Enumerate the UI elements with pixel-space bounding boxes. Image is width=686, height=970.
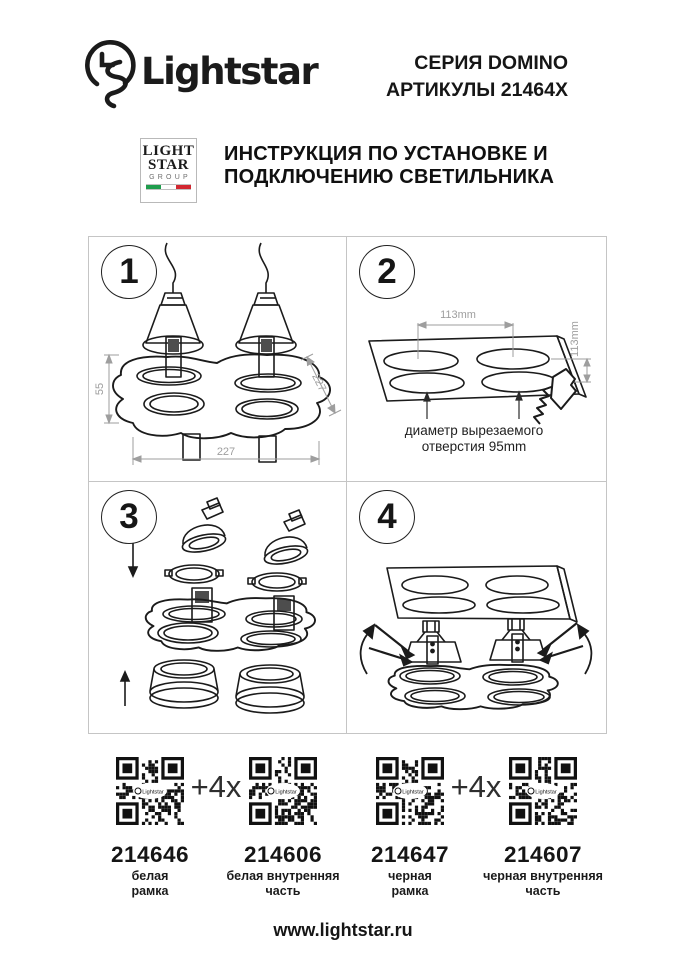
step-2-number: 2 (359, 245, 415, 299)
arrow-down-icon (129, 540, 137, 576)
document-title (224, 143, 554, 189)
svg-text:Lightstar: Lightstar (142, 789, 164, 796)
group-logo-group: GROUP (149, 174, 191, 181)
qr-code-frame-black (376, 757, 444, 825)
lightstar-bulb-logo-icon (84, 28, 138, 116)
dim-depth-label: 227 (309, 371, 329, 394)
document-title-line1: ИНСТРУКЦИЯ ПО УСТАНОВКЕ И (224, 143, 548, 165)
document-title-line2: ПОДКЛЮЧЕНИЮ СВЕТИЛЬНИКА (224, 166, 555, 188)
qr-code-inner-white (249, 757, 317, 825)
group-logo-star: STAR (148, 157, 189, 173)
product-code: 214647 (370, 842, 450, 867)
product-code: 214606 (243, 842, 323, 867)
mounting-plate-outline (113, 354, 330, 438)
website-url: www.lightstar.ru (273, 920, 413, 940)
lightstar-group-logo (140, 138, 197, 203)
svg-text:Lightstar: Lightstar (402, 789, 424, 796)
spring-clips (369, 623, 583, 665)
step-1-panel (89, 237, 347, 482)
step-2-panel (347, 237, 606, 482)
series-info (386, 50, 568, 104)
product-label: белая рамка (131, 869, 169, 898)
arrow-up-icon (121, 672, 129, 706)
dim-hspacing-label: 113mm (440, 309, 476, 321)
dim-height-label: 55 (94, 382, 106, 396)
product-label: белая внутренняя часть (226, 869, 340, 898)
brand-wordmark: Lightstar (141, 50, 318, 93)
cutout-caption-line2: отверстия 95mm (421, 439, 527, 454)
ceiling-panel (369, 336, 579, 401)
step-1-number: 1 (101, 245, 157, 299)
rotate-arrow-right-icon (578, 625, 591, 674)
qr-code-frame-white (116, 757, 184, 825)
step-4-panel (347, 482, 606, 733)
step-3-panel (89, 482, 347, 733)
svg-text:Lightstar: Lightstar (275, 789, 297, 796)
group-logo-light: LIGHT (142, 143, 195, 159)
italian-flag-stripe (146, 184, 191, 190)
power-cable (165, 243, 175, 293)
product-label: черная внутренняя часть (483, 869, 603, 898)
dim-width-label: 227 (216, 446, 236, 458)
plus-quantity-label: +4x (190, 769, 242, 804)
series-title: СЕРИЯ DOMINO (414, 52, 568, 74)
product-code: 214607 (503, 842, 583, 867)
qr-code-inner-black (509, 757, 577, 825)
step-3-number: 3 (101, 490, 157, 544)
cutout-caption-line1: диаметр вырезаемого (404, 423, 544, 438)
plus-quantity-label: +4x (450, 769, 502, 804)
svg-text:Lightstar: Lightstar (535, 789, 557, 796)
step-4-number: 4 (359, 490, 415, 544)
dim-vspacing-label: 113mm (569, 321, 581, 357)
hand-cut-icon (534, 369, 576, 424)
series-articles: АРТИКУЛЫ 21464X (386, 79, 568, 101)
product-code: 214646 (110, 842, 190, 867)
product-label: черная рамка (388, 869, 432, 898)
instruction-steps-grid (88, 236, 607, 734)
